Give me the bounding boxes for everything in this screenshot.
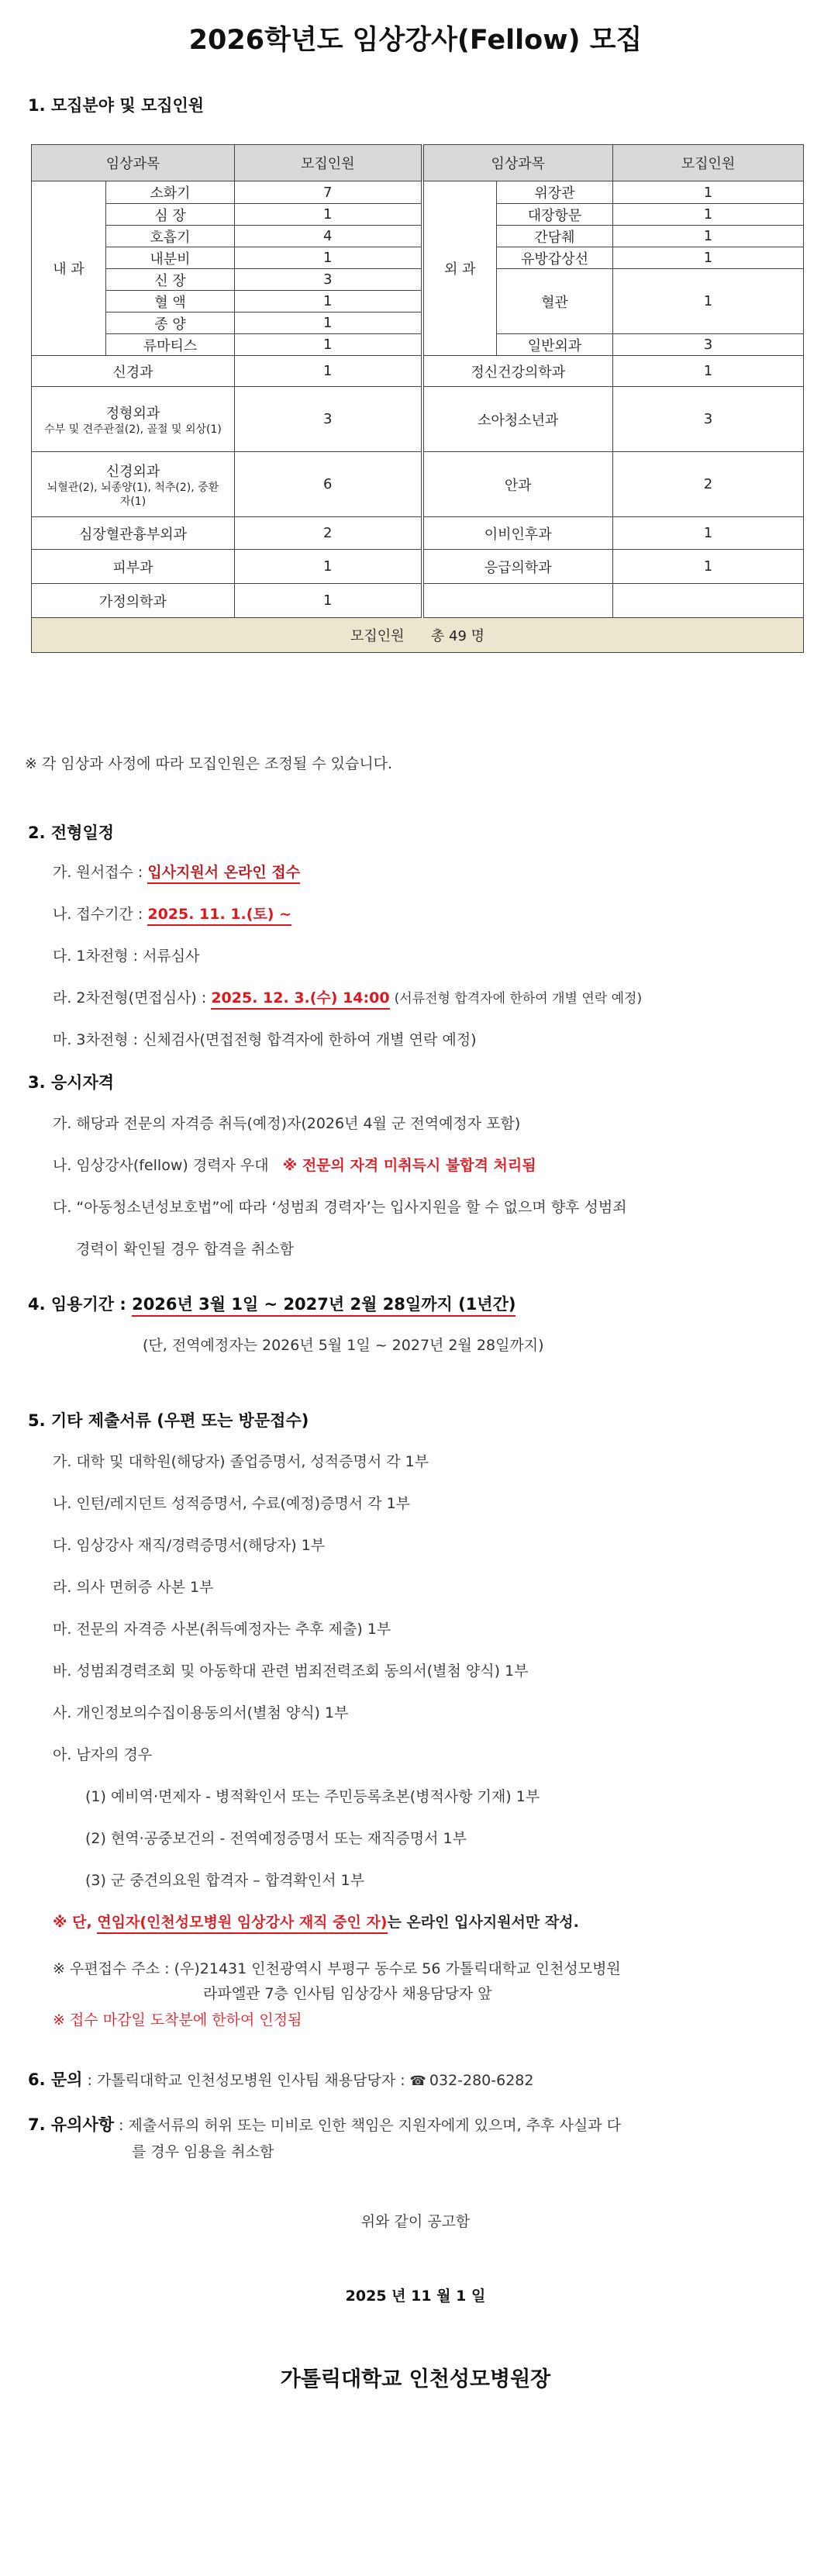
- surgery-count: 1: [613, 181, 804, 204]
- reappointment-note-suffix: 는 온라인 입사지원서만 작성.: [387, 1914, 579, 1931]
- header-count-left: 모집인원: [235, 145, 422, 181]
- internal-count: 1: [235, 204, 422, 226]
- document-item: 아. 남자의 경우: [53, 1746, 153, 1763]
- dept-count: 1: [235, 584, 422, 618]
- total-value: 총 49 명: [430, 628, 485, 644]
- surgery-subject: 간담췌: [497, 226, 613, 247]
- dept-name: 심장혈관흉부외과: [32, 517, 235, 550]
- document-subitem: (2) 현역‧공중보건의 - 전역예정증명서 또는 재직증명서 1부: [85, 1830, 467, 1847]
- eligibility-c-line1: 다. “아동청소년성보호법”에 따라 ‘성범죄 경력자’는 입사지원을 할 수 없으며 향후 성범죄: [53, 1199, 627, 1216]
- surgery-subject: 혈관: [497, 269, 613, 334]
- dept-name: 신경외과: [105, 463, 160, 480]
- table-row: [32, 550, 804, 584]
- section-schedule-heading: 2. 전형일정: [28, 824, 115, 842]
- dept-name: 정신건강의학과: [422, 356, 613, 387]
- eligibility-c-line2: 경력이 확인될 경우 합격을 취소함: [76, 1241, 295, 1258]
- phone-icon: ☎: [409, 2074, 426, 2089]
- internal-count: 3: [235, 269, 422, 291]
- announcement-closing: 위와 같이 공고함: [360, 2213, 471, 2230]
- contact-phone: 032-280-6282: [429, 2072, 534, 2089]
- group-internal-medicine: 내 과: [32, 181, 106, 356]
- internal-count: 1: [235, 247, 422, 269]
- section-documents-heading: 5. 기타 제출서류 (우편 또는 방문접수): [28, 1411, 309, 1430]
- eligibility-b-warning: ※ 전문의 자격 미취득시 불합격 처리됨: [282, 1157, 536, 1174]
- dept-name: 피부과: [32, 550, 235, 584]
- contact-text: : 가톨릭대학교 인천성모병원 인사팀 채용담당자 :: [87, 2072, 405, 2089]
- document-item: 사. 개인정보의수집이용동의서(별첨 양식) 1부: [53, 1704, 349, 1721]
- internal-count: 7: [235, 181, 422, 204]
- term-note: (단, 전역예정자는 2026년 5월 1일 ~ 2027년 2월 28일까지): [143, 1337, 544, 1354]
- mail-address-line1: ※ 우편접수 주소 : (우)21431 인천광역시 부평구 동수로 56 가톨릭대학교 인천성모병원: [53, 1960, 621, 1977]
- schedule-period-value: 2025. 11. 1.(토) ~: [147, 906, 291, 926]
- table-row: [32, 387, 804, 452]
- schedule-second-value: 2025. 12. 3.(수) 14:00: [211, 989, 389, 1010]
- dept-name-cell: [32, 387, 235, 452]
- section-recruitment-heading: 1. 모집분야 및 모집인원: [28, 96, 205, 115]
- table-header-row: [32, 145, 804, 181]
- internal-subject: 심 장: [106, 204, 235, 226]
- surgery-count: 3: [613, 334, 804, 356]
- dept-count: 1: [235, 550, 422, 584]
- dept-count: 2: [235, 517, 422, 550]
- internal-subject: 신 장: [106, 269, 235, 291]
- dept-subspecialties: 수부 및 견주관절(2), 골절 및 외상(1): [44, 423, 222, 436]
- document-item: 바. 성범죄경력조회 및 아동학대 관련 범죄전력조회 동의서(별첨 양식) 1부: [53, 1663, 529, 1680]
- internal-subject: 내분비: [106, 247, 235, 269]
- dept-count: 1: [613, 550, 804, 584]
- total-label: 모집인원: [350, 628, 405, 644]
- mail-address-line2: 라파엘관 7층 인사팀 임상강사 채용담당자 앞: [203, 1985, 492, 2002]
- reappointment-note: [53, 1911, 579, 1932]
- eligibility-b-text: 나. 임상강사(fellow) 경력자 우대: [53, 1157, 269, 1174]
- table-row: [32, 356, 804, 387]
- internal-subject: 종 양: [106, 313, 235, 334]
- document-subitem: (1) 예비역‧면제자 - 병적확인서 또는 주민등록초본(병적사항 기재) 1부: [85, 1788, 540, 1805]
- announcement-date: 2025 년 11 월 1 일: [345, 2288, 486, 2305]
- header-subject-left: 임상과목: [32, 145, 235, 181]
- table-row: [32, 452, 804, 517]
- eligibility-b: [53, 1154, 536, 1175]
- page-title: 2026학년도 임상강사(Fellow) 모집: [188, 25, 643, 56]
- dept-name-empty: [422, 584, 613, 618]
- dept-count: 1: [235, 356, 422, 387]
- group-surgery: 외 과: [422, 181, 497, 356]
- internal-subject: 류마티스: [106, 334, 235, 356]
- surgery-subject: 대장항문: [497, 204, 613, 226]
- dept-count: 1: [613, 356, 804, 387]
- document-subitem: (3) 군 중견의요원 합격자 – 합격확인서 1부: [85, 1872, 365, 1889]
- dept-name: 소아청소년과: [422, 387, 613, 452]
- schedule-application: [53, 861, 300, 882]
- contact-line: [28, 2067, 533, 2091]
- dept-count: 3: [613, 387, 804, 452]
- internal-count: 1: [235, 334, 422, 356]
- signer: 가톨릭대학교 인천성모병원장: [280, 2367, 551, 2391]
- header-count-right: 모집인원: [613, 145, 804, 181]
- surgery-count: 1: [613, 269, 804, 334]
- caution-label: 7. 유의사항: [28, 2115, 115, 2134]
- internal-subject: 혈 액: [106, 291, 235, 313]
- dept-name: 이비인후과: [422, 517, 613, 550]
- schedule-first-round: 다. 1차전형 : 서류심사: [53, 948, 200, 965]
- eligibility-a: 가. 해당과 전문의 자격증 취득(예정)자(2026년 4월 군 전역예정자 포함): [53, 1115, 521, 1132]
- surgery-subject: 유방갑상선: [497, 247, 613, 269]
- header-subject-right: 임상과목: [422, 145, 613, 181]
- term-label: 4. 임용기간 :: [28, 1295, 126, 1314]
- caution-line2: 를 경우 임용을 취소함: [132, 2143, 274, 2160]
- internal-subject: 호흡기: [106, 226, 235, 247]
- table-row: [32, 584, 804, 618]
- dept-name: 신경과: [32, 356, 235, 387]
- surgery-subject: 일반외과: [497, 334, 613, 356]
- document-item: 마. 전문의 자격증 사본(취득예정자는 추후 제출) 1부: [53, 1621, 391, 1638]
- schedule-third-round: 마. 3차전형 : 신체검사(면접전형 합격자에 한하여 개별 연락 예정): [53, 1031, 477, 1048]
- dept-subspecialties: 뇌혈관(2), 뇌종양(1), 척추(2), 중환자(1): [47, 481, 219, 508]
- section-eligibility-heading: 3. 응시자격: [28, 1073, 115, 1092]
- schedule-application-value: 입사지원서 온라인 접수: [147, 864, 300, 884]
- schedule-second-note: (서류전형 합격자에 한하여 개별 연락 예정): [394, 991, 643, 1007]
- dept-name-cell: [32, 452, 235, 517]
- schedule-period: [53, 903, 291, 924]
- recruitment-table: [31, 144, 803, 653]
- internal-count: 1: [235, 313, 422, 334]
- deadline-note: ※ 접수 마감일 도착분에 한하여 인정됨: [53, 2011, 302, 2029]
- document-item: 라. 의사 면허증 사본 1부: [53, 1579, 214, 1596]
- reappointment-note-highlight: 연임자(인천성모병원 임상강사 재직 중인 자): [97, 1914, 387, 1934]
- surgery-count: 1: [613, 204, 804, 226]
- dept-count-empty: [613, 584, 804, 618]
- adjustment-note: ※ 각 임상과 사정에 따라 모집인원은 조정될 수 있습니다.: [25, 755, 393, 772]
- surgery-count: 1: [613, 247, 804, 269]
- document-item: 가. 대학 및 대학원(해당자) 졸업증명서, 성적증명서 각 1부: [53, 1453, 429, 1470]
- section-term-heading: [28, 1292, 515, 1315]
- schedule-second-round: [53, 986, 642, 1007]
- schedule-application-label: 가. 원서접수 :: [53, 864, 143, 881]
- term-value: 2026년 3월 1일 ~ 2027년 2월 28일까지 (1년간): [132, 1295, 515, 1317]
- dept-count: 3: [235, 387, 422, 452]
- schedule-second-label: 라. 2차전형(면접심사) :: [53, 989, 207, 1007]
- dept-name: 안과: [422, 452, 613, 517]
- contact-label: 6. 문의: [28, 2070, 83, 2089]
- internal-count: 1: [235, 291, 422, 313]
- dept-count: 1: [613, 517, 804, 550]
- schedule-period-label: 나. 접수기간 :: [53, 906, 143, 923]
- dept-name: 정형외과: [105, 405, 160, 422]
- caution-text-1: : 제출서류의 허위 또는 미비로 인한 책임은 지원자에게 있으며, 추후 사실과 다: [119, 2117, 621, 2134]
- dept-count: 2: [613, 452, 804, 517]
- internal-count: 4: [235, 226, 422, 247]
- total-row: [32, 618, 804, 653]
- surgery-count: 1: [613, 226, 804, 247]
- table-row: [32, 517, 804, 550]
- internal-subject: 소화기: [106, 181, 235, 204]
- dept-name: 가정의학과: [32, 584, 235, 618]
- document-item: 다. 임상강사 재직/경력증명서(해당자) 1부: [53, 1537, 326, 1554]
- total-cell: [32, 618, 804, 653]
- dept-count: 6: [235, 452, 422, 517]
- reappointment-note-prefix: ※ 단,: [53, 1914, 92, 1931]
- surgery-subject: 위장관: [497, 181, 613, 204]
- caution-line1: [28, 2112, 621, 2136]
- document-item: 나. 인턴/레지던트 성적증명서, 수료(예정)증명서 각 1부: [53, 1495, 411, 1512]
- dept-name: 응급의학과: [422, 550, 613, 584]
